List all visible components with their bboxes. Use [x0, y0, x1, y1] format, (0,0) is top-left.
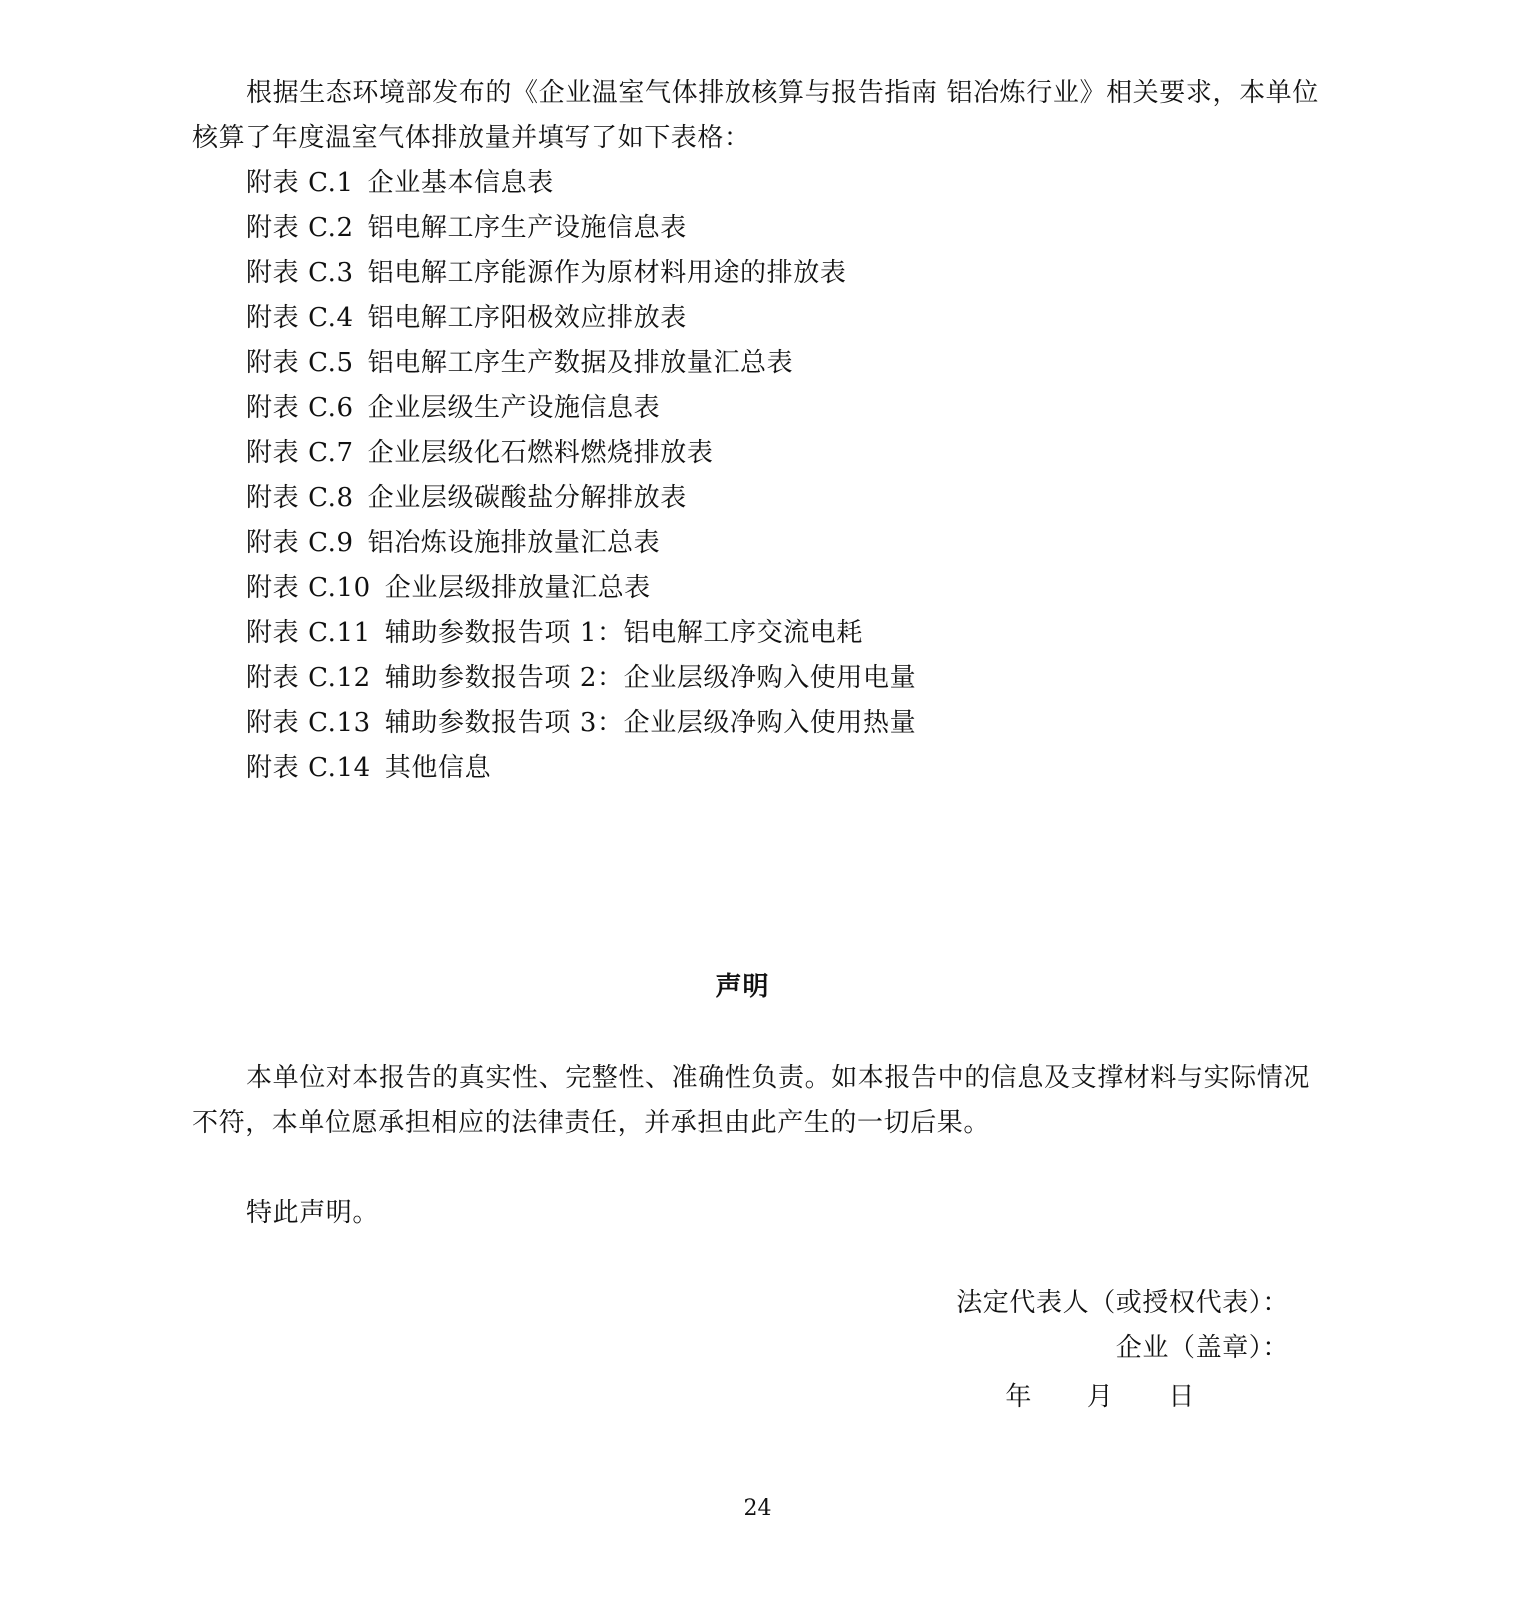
table-title: 辅助参数报告项 1：铝电解工序交流电耗: [384, 618, 863, 648]
table-title: 辅助参数报告项 2：企业层级净购入使用电量: [384, 663, 917, 693]
list-item: [246, 751, 916, 796]
table-title: 企业层级碳酸盐分解排放表: [367, 483, 687, 513]
table-title: 铝电解工序生产数据及排放量汇总表: [367, 348, 794, 378]
table-code: 附表 C.1: [246, 168, 354, 198]
appendix-table-list: [246, 166, 916, 796]
declaration-line-1: 本单位对本报告的真实性、完整性、准确性负责。如本报告中的信息及支撑材料与实际情况: [246, 1063, 1311, 1093]
table-title: 企业层级生产设施信息表: [367, 393, 661, 423]
list-item: [246, 166, 916, 211]
table-code: 附表 C.13: [246, 708, 371, 738]
list-item: [246, 436, 916, 481]
list-item: [246, 481, 916, 526]
table-title: 铝电解工序阳极效应排放表: [367, 303, 687, 333]
table-title: 其他信息: [384, 753, 492, 783]
table-code: 附表 C.12: [246, 663, 371, 693]
table-code: 附表 C.9: [246, 528, 354, 558]
table-title: 企业层级排放量汇总表: [384, 573, 651, 603]
list-item: [246, 211, 916, 256]
table-title: 企业基本信息表: [367, 168, 554, 198]
table-code: 附表 C.7: [246, 438, 354, 468]
list-item: [246, 526, 916, 571]
table-code: 附表 C.6: [246, 393, 354, 423]
enterprise-seal-label: 企业（盖章）：: [1115, 1333, 1289, 1363]
list-item: [246, 301, 916, 346]
table-title: 辅助参数报告项 3：企业层级净购入使用热量: [384, 708, 917, 738]
intro-line-2: 核算了年度温室气体排放量并填写了如下表格：: [192, 123, 751, 153]
declaration-line-2: 不符，本单位愿承担相应的法律责任，并承担由此产生的一切后果。: [192, 1108, 991, 1138]
list-item: [246, 391, 916, 436]
table-title: 铝电解工序生产设施信息表: [367, 213, 687, 243]
table-code: 附表 C.14: [246, 753, 371, 783]
list-item: [246, 256, 916, 301]
table-code: 附表 C.11: [246, 618, 371, 648]
day-label: 日: [1168, 1382, 1195, 1412]
list-item: [246, 616, 916, 661]
table-code: 附表 C.4: [246, 303, 354, 333]
page-number: 24: [743, 1496, 772, 1521]
year-label: 年: [1005, 1382, 1033, 1412]
list-item: [246, 346, 916, 391]
table-code: 附表 C.10: [246, 573, 371, 603]
list-item: [246, 661, 916, 706]
table-code: 附表 C.5: [246, 348, 354, 378]
list-item: [246, 706, 916, 751]
table-code: 附表 C.2: [246, 213, 354, 243]
declaration-heading: 声明: [715, 972, 770, 1002]
month-label: 月: [1086, 1382, 1114, 1412]
table-title: 铝冶炼设施排放量汇总表: [367, 528, 661, 558]
date-line: [1005, 1380, 1195, 1414]
legal-representative-label: 法定代表人（或授权代表）：: [956, 1288, 1289, 1318]
table-title: 铝电解工序能源作为原材料用途的排放表: [367, 258, 847, 288]
intro-line-1: 根据生态环境部发布的《企业温室气体排放核算与报告指南 铝冶炼行业》相关要求，本单位: [246, 78, 1319, 108]
table-code: 附表 C.8: [246, 483, 354, 513]
declaration-closing: 特此声明。: [246, 1198, 380, 1228]
list-item: [246, 571, 916, 616]
table-title: 企业层级化石燃料燃烧排放表: [367, 438, 714, 468]
table-code: 附表 C.3: [246, 258, 354, 288]
